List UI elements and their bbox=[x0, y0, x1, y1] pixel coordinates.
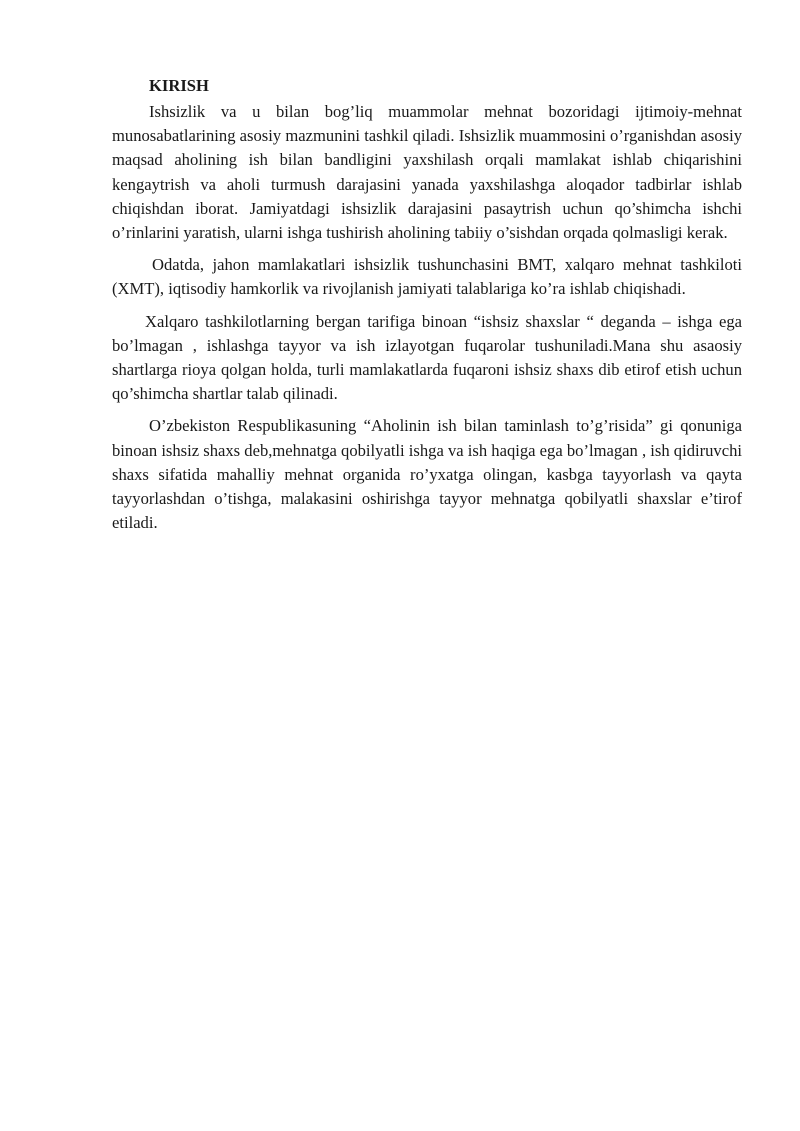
section-heading: KIRISH bbox=[149, 76, 209, 95]
paragraph-3: Xalqaro tashkilotlarning bergan tarifiga binoan “ishsiz shaxslar “ deganda – ishga ega bo’lmagan , ishlashga tayyor va ish izlayotgan fuqarolar tushuniladi.Mana shu asaosiy shartlarga rioya qolgan holda, turli mamlakatlarda fuqaroni ishsiz shaxs dib etirof etish uchun qo’shimcha shartlar talab qilinadi. bbox=[112, 311, 742, 404]
document-body bbox=[112, 74, 742, 543]
paragraph-2: Odatda, jahon mamlakatlari ishsizlik tushunchasini BMT, xalqaro mehnat tashkiloti (XMT), iqtisodiy hamkorlik va rivojlanish jamiyati talablariga ko’ra ishlab chiqishadi. bbox=[112, 255, 742, 299]
paragraph-4: O’zbekiston Respublikasuning “Aholinin ish bilan taminlash to’g’risida” gi qonuniga binoan ishsiz shaxs deb,mehnatga qobilyatli ishga va ish haqiga ega bo’lmagan , ish qidiruvchi shaxs sifatida mahalliy mehnat organida ro’yxatga olingan, kasbga tayyorlash va qayta tayyorlashdan o’tishga, malakasini oshirishga tayyor mehnatga qobilyatli shaxslar e’tirof etiladi. bbox=[112, 416, 742, 533]
paragraph-1: Ishsizlik va u bilan bog’liq muammolar mehnat bozoridagi ijtimoiy-mehnat munosabatlarining asosiy mazmunini tashkil qiladi. Ishsizlik muammosini o’rganishdan asosiy maqsad aholining ish bilan bandligini yaxshilash orqali mamlakat ishlab chiqarishini kengaytrish va aholi turmush darajasini yanada yaxshilashga aloqador tadbirlar ishlab chiqishdan iborat. Jamiyatdagi ishsizlik darajasini pasaytrish uchun qo’shimcha ishchi o’rinlarini yaratish, ularni ishga tushirish aholining tabiiy o’sishdan orqada qolmasligi kerak. bbox=[112, 102, 742, 243]
